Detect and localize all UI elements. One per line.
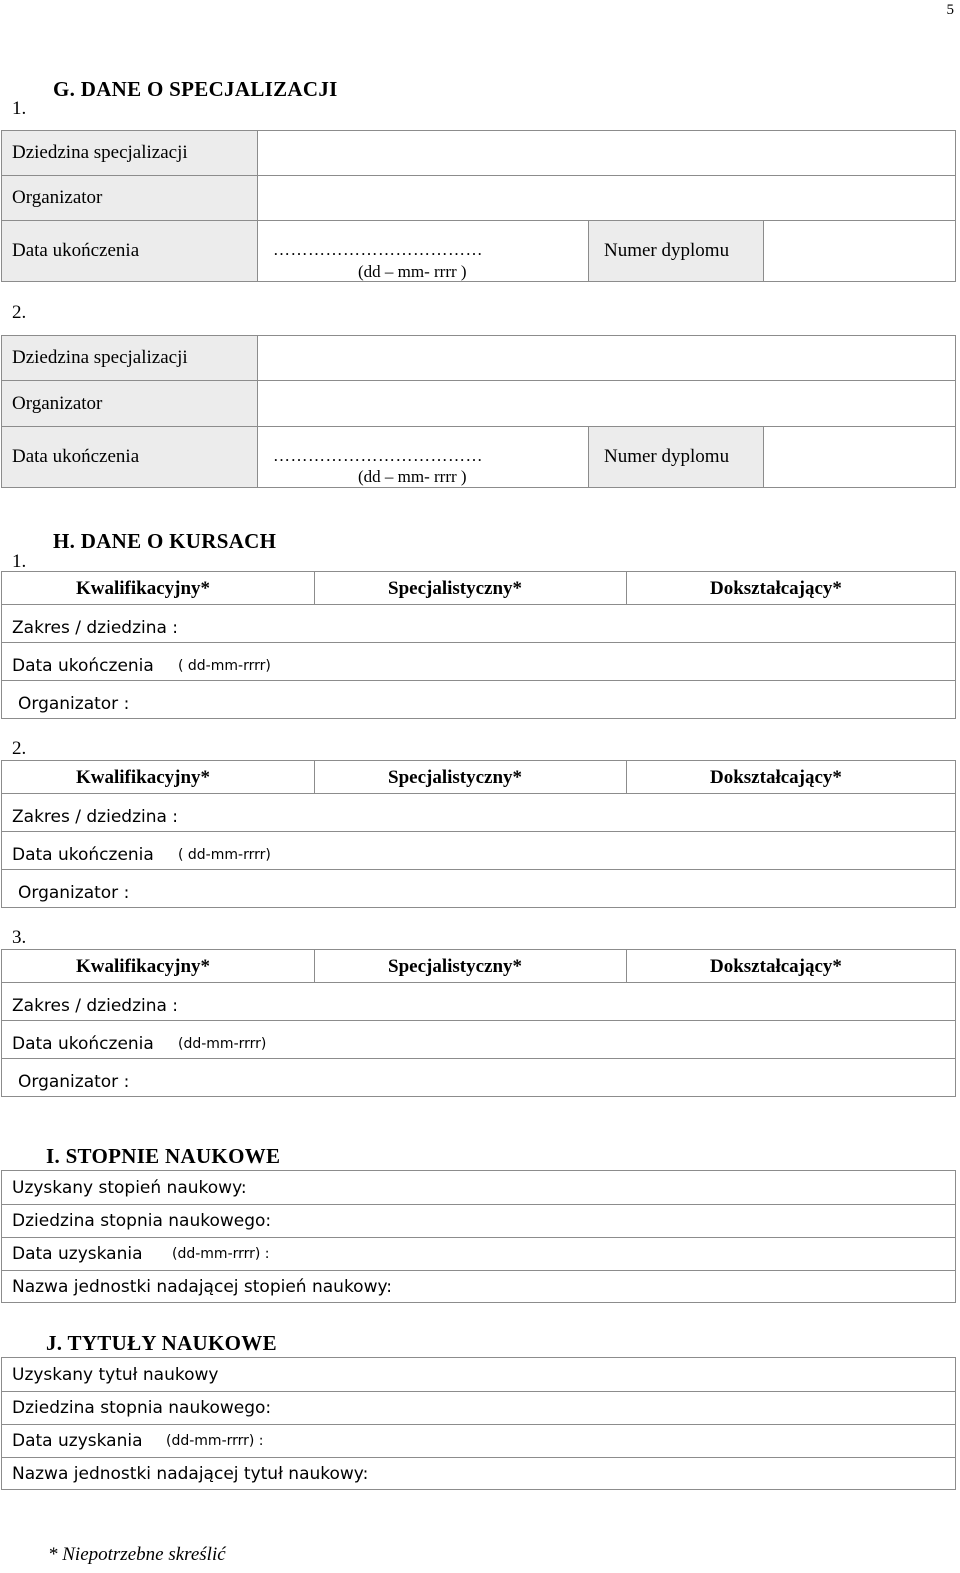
course-2-date-format: ( dd-mm-rrrr) bbox=[178, 847, 271, 863]
footnote: * Niepotrzebne skreślić bbox=[48, 1544, 226, 1565]
course-1-date-format: ( dd-mm-rrrr) bbox=[178, 658, 271, 674]
course-3-number: 3. bbox=[12, 927, 27, 948]
spec1-date-format: (dd – mm- rrrr ) bbox=[358, 262, 467, 281]
course-1-organizer-label: Organizator : bbox=[18, 694, 130, 714]
spec1-organizer-input[interactable] bbox=[257, 175, 956, 221]
course-1-type-qualifying-option[interactable]: Kwalifikacyjny* bbox=[76, 578, 211, 599]
course-3-date-label: Data ukończenia bbox=[12, 1034, 154, 1054]
course-2-scope-label: Zakres / dziedzina : bbox=[12, 807, 179, 827]
section-g-title: G. DANE O SPECJALIZACJI bbox=[53, 77, 338, 101]
spec2-organizer-label: Organizator bbox=[12, 393, 103, 414]
course-1-type-further-training-option[interactable]: Dokształcający* bbox=[710, 578, 842, 599]
spec2-field-label: Dziedzina specjalizacji bbox=[12, 347, 188, 368]
spec2-date-label: Data ukończenia bbox=[12, 446, 140, 467]
course-3-type-qualifying-option[interactable]: Kwalifikacyjny* bbox=[76, 956, 211, 977]
spec2-diploma-input[interactable] bbox=[763, 426, 956, 488]
course-2-type-specialist-option[interactable]: Specjalistyczny* bbox=[388, 767, 523, 788]
section-j-title: J. TYTUŁY NAUKOWE bbox=[46, 1331, 277, 1355]
course-3-scope-label: Zakres / dziedzina : bbox=[12, 996, 179, 1016]
course-2-type-qualifying-option[interactable]: Kwalifikacyjny* bbox=[76, 767, 211, 788]
course-1-number: 1. bbox=[12, 551, 27, 572]
specialization-2-number: 2. bbox=[12, 302, 27, 323]
degree-unit-label: Nazwa jednostki nadającej stopień naukowy: bbox=[12, 1277, 393, 1297]
title-date-label: Data uzyskania bbox=[12, 1431, 143, 1451]
course-1-date-label: Data ukończenia bbox=[12, 656, 154, 676]
spec1-diploma-label: Numer dyplomu bbox=[604, 240, 730, 261]
course-3-organizer-label: Organizator : bbox=[18, 1072, 130, 1092]
course-2-organizer-label: Organizator : bbox=[18, 883, 130, 903]
spec1-diploma-input[interactable] bbox=[763, 220, 956, 282]
specialization-1-number: 1. bbox=[12, 98, 27, 119]
course-2-number: 2. bbox=[12, 738, 27, 759]
course-3-type-further-training-option[interactable]: Dokształcający* bbox=[710, 956, 842, 977]
spec2-field-input[interactable] bbox=[257, 335, 956, 381]
spec1-date-dots: ……………………………… bbox=[273, 240, 483, 259]
spec1-field-label: Dziedzina specjalizacji bbox=[12, 142, 188, 163]
degree-date-label: Data uzyskania bbox=[12, 1244, 143, 1264]
title-unit-label: Nazwa jednostki nadającej tytuł naukowy: bbox=[12, 1464, 369, 1484]
course-1-type-specialist-option[interactable]: Specjalistyczny* bbox=[388, 578, 523, 599]
spec2-diploma-label: Numer dyplomu bbox=[604, 446, 730, 467]
course-3-date-format: (dd-mm-rrrr) bbox=[178, 1036, 267, 1052]
section-i-title: I. STOPNIE NAUKOWE bbox=[46, 1144, 281, 1168]
course-2-date-label: Data ukończenia bbox=[12, 845, 154, 865]
course-1-scope-label: Zakres / dziedzina : bbox=[12, 618, 179, 638]
title-obtained-label: Uzyskany tytuł naukowy bbox=[12, 1365, 219, 1385]
spec2-date-dots: ……………………………… bbox=[273, 446, 483, 465]
degree-field-label: Dziedzina stopnia naukowego: bbox=[12, 1211, 272, 1231]
spec2-date-format: (dd – mm- rrrr ) bbox=[358, 467, 467, 486]
course-3-type-specialist-option[interactable]: Specjalistyczny* bbox=[388, 956, 523, 977]
section-h-title: H. DANE O KURSACH bbox=[53, 529, 277, 553]
spec1-date-label: Data ukończenia bbox=[12, 240, 140, 261]
page-number: 5 bbox=[946, 2, 954, 18]
spec1-field-input[interactable] bbox=[257, 130, 956, 176]
degree-obtained-label: Uzyskany stopień naukowy: bbox=[12, 1178, 247, 1198]
title-date-format: (dd-mm-rrrr) : bbox=[166, 1433, 264, 1449]
title-field-label: Dziedzina stopnia naukowego: bbox=[12, 1398, 272, 1418]
degree-date-format: (dd-mm-rrrr) : bbox=[172, 1246, 270, 1262]
spec1-organizer-label: Organizator bbox=[12, 187, 103, 208]
course-2-type-further-training-option[interactable]: Dokształcający* bbox=[710, 767, 842, 788]
spec2-organizer-input[interactable] bbox=[257, 380, 956, 427]
